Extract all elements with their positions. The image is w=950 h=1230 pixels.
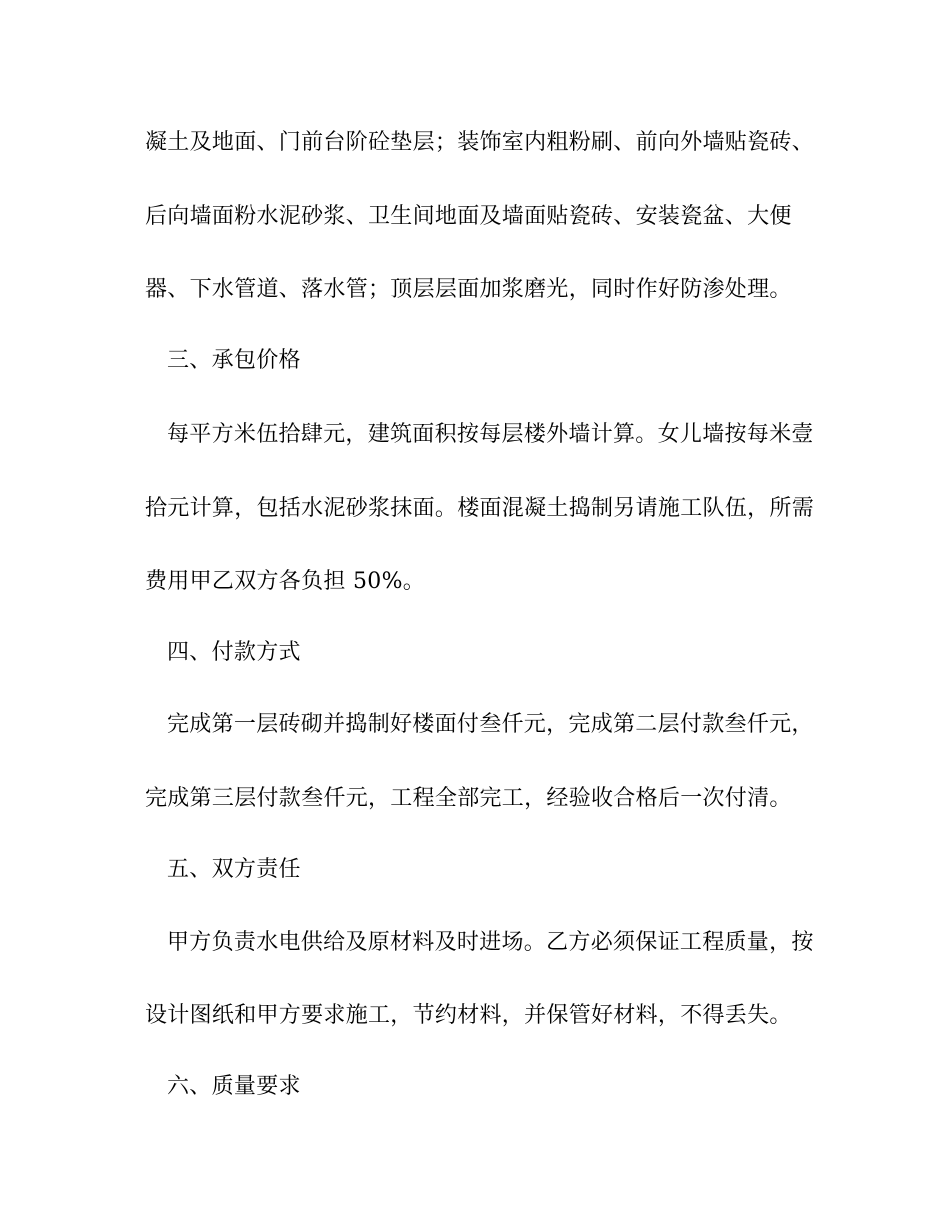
section-heading-price: 三、承包价格 — [167, 348, 301, 373]
section-heading-responsibility: 五、双方责任 — [167, 857, 301, 882]
paragraph-line: 设计图纸和甲方要求施工，节约材料，并保管好材料，不得丢失。 — [145, 1003, 792, 1028]
paragraph-line: 费用甲乙双方各负担 50%。 — [145, 569, 426, 594]
paragraph-line: 每平方米伍拾肆元，建筑面积按每层楼外墙计算。女儿墙按每米壹 — [167, 422, 814, 447]
paragraph-line: 完成第一层砖砌并捣制好楼面付叁仟元，完成第二层付款叁仟元， — [167, 712, 814, 737]
section-heading-quality: 六、质量要求 — [167, 1074, 301, 1099]
section-heading-payment: 四、付款方式 — [167, 640, 301, 665]
paragraph-line: 器、下水管道、落水管；顶层层面加浆磨光，同时作好防渗处理。 — [145, 277, 792, 302]
paragraph-line: 拾元计算，包括水泥砂浆抹面。楼面混凝土捣制另请施工队伍，所需 — [145, 496, 815, 521]
paragraph-line: 甲方负责水电供给及原材料及时进场。乙方必须保证工程质量，按 — [167, 930, 814, 955]
paragraph-line: 后向墙面粉水泥砂浆、卫生间地面及墙面贴瓷砖、安装瓷盆、大便 — [145, 204, 792, 229]
paragraph-line: 凝土及地面、门前台阶砼垫层；装饰室内粗粉刷、前向外墙贴瓷砖、 — [145, 130, 815, 155]
paragraph-line: 完成第三层付款叁仟元，工程全部完工，经验收合格后一次付清。 — [145, 786, 792, 811]
